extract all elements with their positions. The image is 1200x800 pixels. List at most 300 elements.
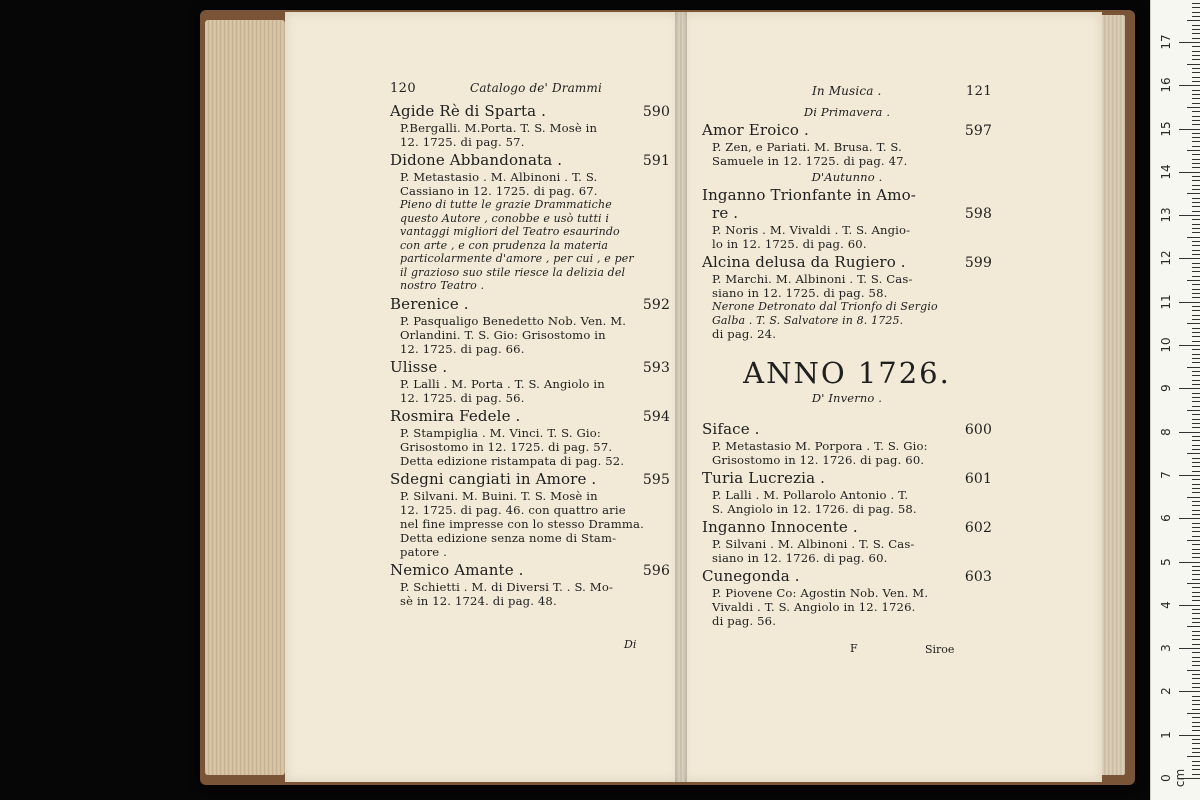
- ruler-major-tick: [1179, 605, 1200, 606]
- ruler-minor-tick: [1192, 250, 1200, 251]
- right-page-text: [702, 85, 992, 630]
- ruler-minor-tick: [1192, 176, 1200, 177]
- catalog-entry-603: [702, 567, 992, 628]
- ruler-minor-tick: [1192, 284, 1200, 285]
- ruler-minor-tick: [1192, 674, 1200, 675]
- entry-detail-line: P. Marchi. M. Albinoni . T. S. Cas-: [712, 272, 913, 286]
- right-page-header: [702, 85, 992, 103]
- ruler-half-tick: [1187, 670, 1200, 671]
- entry-detail-line: P. Lalli . M. Pollarolo Antonio . T.: [712, 488, 909, 502]
- entry-detail-line: Detta edizione ristampata di pag. 52.: [400, 453, 625, 468]
- ruler-minor-tick: [1192, 198, 1200, 199]
- ruler-label: 11: [1159, 294, 1173, 310]
- catalog-entry-602: [702, 518, 992, 565]
- entry-note-line: Pieno di tutte le grazie Drammatiche: [400, 198, 612, 211]
- ruler-minor-tick: [1192, 423, 1200, 424]
- ruler-major-tick: [1179, 345, 1200, 346]
- ruler-minor-tick: [1192, 310, 1200, 311]
- ruler-minor-tick: [1192, 523, 1200, 524]
- ruler-minor-tick: [1192, 276, 1200, 277]
- ruler-minor-tick: [1192, 336, 1200, 337]
- ruler-minor-tick: [1192, 566, 1200, 567]
- ruler-major-tick: [1179, 388, 1200, 389]
- entry-detail-line: di pag. 24.: [712, 327, 777, 341]
- entry-note-line: vantaggi migliori del Teatro esaurindo: [400, 225, 620, 238]
- entry-number: 602: [964, 520, 992, 536]
- ruler-minor-tick: [1192, 683, 1200, 684]
- ruler-minor-tick: [1192, 462, 1200, 463]
- ruler-minor-tick: [1192, 51, 1200, 52]
- ruler-minor-tick: [1192, 484, 1200, 485]
- entry-title-row: [390, 407, 670, 426]
- ruler-minor-tick: [1192, 722, 1200, 723]
- ruler-minor-tick: [1192, 440, 1200, 441]
- entry-number: 597: [964, 123, 992, 139]
- entry-title-continuation: re .: [712, 204, 739, 222]
- catalog-entry-596: [390, 561, 670, 608]
- ruler-half-tick: [1187, 497, 1200, 498]
- ruler-minor-tick: [1192, 103, 1200, 104]
- ruler-minor-tick: [1192, 354, 1200, 355]
- ruler-minor-tick: [1192, 544, 1200, 545]
- ruler-minor-tick: [1192, 384, 1200, 385]
- entry-detail-line: P.Bergalli. M.Porta. T. S. Mosè in: [400, 121, 598, 135]
- catalog-entry-593: [390, 358, 670, 405]
- ruler-minor-tick: [1192, 445, 1200, 446]
- entry-detail-line: nel fine impresse con lo stesso Dramma.: [400, 516, 644, 531]
- book-gutter: [675, 12, 687, 782]
- entry-detail-line: Detta edizione senza nome di Stam-: [400, 530, 617, 545]
- ruler-major-tick: [1179, 735, 1200, 736]
- entry-title-row: [390, 358, 670, 377]
- ruler-major-tick: [1179, 518, 1200, 519]
- ruler-major-tick: [1179, 475, 1200, 476]
- entry-detail-line: Samuele in 12. 1725. di pag. 47.: [712, 154, 908, 168]
- ruler-label: 5: [1159, 557, 1173, 566]
- ruler-minor-tick: [1192, 59, 1200, 60]
- ruler-label: 1: [1159, 730, 1173, 739]
- ruler-major-tick: [1179, 562, 1200, 563]
- ruler-minor-tick: [1192, 232, 1200, 233]
- entry-title-row: [702, 469, 992, 488]
- catalog-entry-601: [702, 469, 992, 516]
- entry-detail-line: patore .: [400, 544, 447, 559]
- ruler-minor-tick: [1192, 665, 1200, 666]
- ruler-minor-tick: [1192, 704, 1200, 705]
- ruler-minor-tick: [1192, 154, 1200, 155]
- ruler-minor-tick: [1192, 328, 1200, 329]
- entry-detail-line: Cassiano in 12. 1725. di pag. 67.: [400, 184, 598, 198]
- ruler-minor-tick: [1192, 401, 1200, 402]
- ruler-half-tick: [1187, 756, 1200, 757]
- entry-detail-line: Grisostomo in 12. 1725. di pag. 57.: [400, 439, 613, 454]
- entry-title: Cunegonda .: [702, 567, 800, 585]
- ruler-minor-tick: [1192, 743, 1200, 744]
- entry-title-row: [390, 470, 670, 489]
- ruler-minor-tick: [1192, 3, 1200, 4]
- catalog-entry-594: [390, 407, 670, 468]
- ruler-minor-tick: [1192, 618, 1200, 619]
- ruler-half-tick: [1187, 280, 1200, 281]
- ruler-minor-tick: [1192, 466, 1200, 467]
- ruler-label: 7: [1159, 471, 1173, 479]
- ruler-minor-tick: [1192, 730, 1200, 731]
- ruler-label: 2: [1159, 687, 1173, 696]
- ruler-minor-tick: [1192, 709, 1200, 710]
- entry-number: 599: [964, 255, 992, 271]
- entry-title-row: [702, 420, 992, 439]
- ruler-minor-tick: [1192, 349, 1200, 350]
- season-label-primavera: Di Primavera .: [803, 105, 891, 119]
- ruler-minor-tick: [1192, 652, 1200, 653]
- ruler-minor-tick: [1192, 180, 1200, 181]
- ruler-minor-tick: [1192, 449, 1200, 450]
- ruler-minor-tick: [1192, 55, 1200, 56]
- ruler-label: 0 cm: [1159, 768, 1187, 788]
- ruler-minor-tick: [1192, 341, 1200, 342]
- right-page-number: 121: [965, 84, 992, 99]
- measurement-ruler: [1150, 0, 1200, 800]
- entry-detail-line: P. Noris . M. Vivaldi . T. S. Angio-: [712, 223, 911, 237]
- ruler-minor-tick: [1192, 761, 1200, 762]
- entry-detail-line: 12. 1725. di pag. 57.: [400, 135, 525, 149]
- entry-number: 590: [642, 104, 670, 120]
- entry-title-row: [390, 102, 670, 121]
- entry-title: Berenice .: [390, 294, 469, 313]
- right-page-running-title: In Musica .: [812, 84, 882, 98]
- entry-title-row: [390, 561, 670, 580]
- entry-title: Agide Rè di Sparta .: [390, 102, 547, 120]
- ruler-minor-tick: [1192, 536, 1200, 537]
- ruler-minor-tick: [1192, 596, 1200, 597]
- ruler-minor-tick: [1192, 436, 1200, 437]
- ruler-minor-tick: [1192, 81, 1200, 82]
- entry-title: Sdegni cangiati in Amore .: [390, 469, 597, 488]
- entry-detail-line: P. Stampiglia . M. Vinci. T. S. Gio:: [400, 425, 601, 440]
- entry-title-row: [702, 204, 992, 223]
- entry-number: 595: [642, 471, 670, 488]
- entry-title: Siface .: [702, 420, 760, 438]
- entry-number: 591: [642, 153, 670, 169]
- ruler-minor-tick: [1192, 553, 1200, 554]
- entry-detail-line: P. Schietti . M. di Diversi T. . S. Mo-: [400, 579, 614, 594]
- entry-title-row: [702, 253, 992, 272]
- entry-detail-line: P. Metastasio . M. Albinoni . T. S.: [400, 170, 598, 184]
- entry-detail-line: S. Angiolo in 12. 1726. di pag. 58.: [712, 502, 917, 516]
- ruler-half-tick: [1187, 323, 1200, 324]
- ruler-label: 12: [1159, 250, 1173, 267]
- ruler-minor-tick: [1192, 141, 1200, 142]
- entry-number: 593: [642, 359, 670, 376]
- entry-number: 598: [964, 206, 992, 222]
- ruler-minor-tick: [1192, 77, 1200, 78]
- ruler-minor-tick: [1192, 371, 1200, 372]
- entry-title: Alcina delusa da Rugiero .: [702, 253, 906, 271]
- ruler-minor-tick: [1192, 769, 1200, 770]
- right-page-catchword: Siroe: [925, 643, 955, 656]
- ruler-minor-tick: [1192, 458, 1200, 459]
- ruler-minor-tick: [1192, 315, 1200, 316]
- catalog-entry-598: [702, 186, 992, 251]
- ruler-minor-tick: [1192, 297, 1200, 298]
- ruler-label: 13: [1159, 207, 1173, 223]
- ruler-minor-tick: [1192, 527, 1200, 528]
- ruler-half-tick: [1187, 453, 1200, 454]
- year-heading: ANNO 1726.: [743, 356, 951, 390]
- ruler-minor-tick: [1192, 717, 1200, 718]
- catalog-entry-591: [390, 151, 670, 293]
- entry-title: Inganno Trionfante in Amo-: [702, 186, 917, 204]
- ruler-minor-tick: [1192, 228, 1200, 229]
- ruler-minor-tick: [1192, 613, 1200, 614]
- ruler-minor-tick: [1192, 774, 1200, 775]
- ruler-minor-tick: [1192, 202, 1200, 203]
- ruler-minor-tick: [1192, 33, 1200, 34]
- ruler-minor-tick: [1192, 514, 1200, 515]
- ruler-minor-tick: [1192, 609, 1200, 610]
- ruler-minor-tick: [1192, 414, 1200, 415]
- ruler-major-tick: [1179, 42, 1200, 43]
- ruler-minor-tick: [1192, 678, 1200, 679]
- ruler-minor-tick: [1192, 687, 1200, 688]
- entry-detail-line: Orlandini. T. S. Gio: Grisostomo in: [400, 327, 606, 342]
- entry-title-row: [390, 295, 670, 314]
- catalog-entry-590: [390, 102, 670, 149]
- left-page-number: 120: [390, 81, 417, 96]
- left-page-catchword: Di: [624, 638, 637, 651]
- ruler-minor-tick: [1192, 765, 1200, 766]
- ruler-major-tick: [1179, 85, 1200, 86]
- ruler-minor-tick: [1192, 393, 1200, 394]
- ruler-major-tick: [1179, 258, 1200, 259]
- ruler-minor-tick: [1192, 185, 1200, 186]
- ruler-minor-tick: [1192, 570, 1200, 571]
- ruler-label: 6: [1159, 514, 1173, 523]
- ruler-half-tick: [1187, 64, 1200, 65]
- entry-title: Nemico Amante .: [390, 560, 524, 579]
- ruler-half-tick: [1187, 626, 1200, 627]
- ruler-minor-tick: [1192, 505, 1200, 506]
- ruler-minor-tick: [1192, 254, 1200, 255]
- entry-detail-line: di pag. 56.: [712, 614, 777, 628]
- entry-title-row: [702, 186, 992, 204]
- ruler-minor-tick: [1192, 600, 1200, 601]
- ruler-minor-tick: [1192, 116, 1200, 117]
- ruler-major-tick: [1179, 129, 1200, 130]
- ruler-minor-tick: [1192, 644, 1200, 645]
- left-page-running-title: Catalogo de' Drammi: [470, 81, 602, 95]
- ruler-minor-tick: [1192, 657, 1200, 658]
- ruler-half-tick: [1187, 713, 1200, 714]
- ruler-minor-tick: [1192, 375, 1200, 376]
- ruler-major-tick: [1179, 432, 1200, 433]
- entry-number: 601: [964, 471, 992, 487]
- entry-note-line: Nerone Detronato dal Trionfo di Sergio: [712, 300, 938, 313]
- ruler-minor-tick: [1192, 592, 1200, 593]
- ruler-minor-tick: [1192, 137, 1200, 138]
- ruler-minor-tick: [1192, 479, 1200, 480]
- ruler-minor-tick: [1192, 241, 1200, 242]
- entry-detail-line: P. Piovene Co: Agostin Nob. Ven. M.: [712, 586, 929, 600]
- ruler-minor-tick: [1192, 419, 1200, 420]
- ruler-minor-tick: [1192, 206, 1200, 207]
- ruler-minor-tick: [1192, 124, 1200, 125]
- ruler-label: 16: [1159, 77, 1173, 93]
- entry-detail-line: lo in 12. 1725. di pag. 60.: [712, 237, 867, 251]
- ruler-minor-tick: [1192, 68, 1200, 69]
- entry-detail-line: Grisostomo in 12. 1726. di pag. 60.: [712, 453, 925, 467]
- ruler-minor-tick: [1192, 622, 1200, 623]
- ruler-major-tick: [1179, 302, 1200, 303]
- catalog-entry-592: [390, 295, 670, 356]
- entry-number: 592: [642, 296, 670, 313]
- entry-title-row: [390, 151, 670, 170]
- ruler-minor-tick: [1192, 46, 1200, 47]
- left-page-edges: [205, 20, 285, 775]
- ruler-minor-tick: [1192, 397, 1200, 398]
- ruler-minor-tick: [1192, 549, 1200, 550]
- entry-title-row: [702, 567, 992, 586]
- ruler-minor-tick: [1192, 752, 1200, 753]
- ruler-minor-tick: [1192, 98, 1200, 99]
- ruler-minor-tick: [1192, 289, 1200, 290]
- entry-note-line: particolarmente d'amore , per cui , e per: [400, 252, 634, 265]
- ruler-minor-tick: [1192, 146, 1200, 147]
- ruler-half-tick: [1187, 410, 1200, 411]
- entry-title: Amor Eroico .: [702, 121, 809, 139]
- ruler-minor-tick: [1192, 319, 1200, 320]
- entry-number: 603: [964, 569, 992, 585]
- entry-detail-line: P. Pasqualigo Benedetto Nob. Ven. M.: [400, 313, 627, 328]
- entry-title-row: [702, 518, 992, 537]
- ruler-minor-tick: [1192, 358, 1200, 359]
- catalog-entry-600: [702, 420, 992, 467]
- entry-number: 596: [642, 562, 670, 579]
- ruler-major-tick: [1179, 648, 1200, 649]
- ruler-minor-tick: [1192, 120, 1200, 121]
- ruler-minor-tick: [1192, 267, 1200, 268]
- catalog-entry-599: [702, 253, 992, 341]
- ruler-minor-tick: [1192, 557, 1200, 558]
- ruler-half-tick: [1187, 583, 1200, 584]
- entry-detail-line: Vivaldi . T. S. Angiolo in 12. 1726.: [712, 600, 916, 614]
- ruler-minor-tick: [1192, 631, 1200, 632]
- ruler-minor-tick: [1192, 332, 1200, 333]
- ruler-half-tick: [1187, 237, 1200, 238]
- ruler-half-tick: [1187, 20, 1200, 21]
- ruler-minor-tick: [1192, 167, 1200, 168]
- ruler-half-tick: [1187, 107, 1200, 108]
- ruler-minor-tick: [1192, 739, 1200, 740]
- ruler-minor-tick: [1192, 25, 1200, 26]
- ruler-minor-tick: [1192, 510, 1200, 511]
- ruler-minor-tick: [1192, 271, 1200, 272]
- entry-detail-line: 12. 1725. di pag. 56.: [400, 390, 525, 405]
- ruler-minor-tick: [1192, 293, 1200, 294]
- ruler-half-tick: [1187, 193, 1200, 194]
- entry-detail-line: P. Lalli . M. Porta . T. S. Angiolo in: [400, 376, 605, 391]
- entry-detail-line: siano in 12. 1725. di pag. 58.: [712, 286, 888, 300]
- catalog-entry-597: [702, 121, 992, 168]
- ruler-minor-tick: [1192, 531, 1200, 532]
- ruler-minor-tick: [1192, 726, 1200, 727]
- ruler-half-tick: [1187, 367, 1200, 368]
- ruler-minor-tick: [1192, 245, 1200, 246]
- entry-detail-line: P. Silvani. M. Buini. T. S. Mosè in: [400, 488, 598, 503]
- ruler-label: 4: [1159, 600, 1173, 609]
- right-page-signature-mark: F: [850, 642, 858, 655]
- entry-title: Ulisse .: [390, 357, 448, 376]
- entry-note-line: nostro Teatro .: [400, 279, 485, 292]
- ruler-minor-tick: [1192, 94, 1200, 95]
- ruler-minor-tick: [1192, 219, 1200, 220]
- ruler-half-tick: [1187, 150, 1200, 151]
- ruler-label: 8: [1159, 427, 1173, 436]
- ruler-minor-tick: [1192, 748, 1200, 749]
- ruler-minor-tick: [1192, 427, 1200, 428]
- season-label-inverno: D' Inverno .: [811, 391, 883, 405]
- ruler-minor-tick: [1192, 7, 1200, 8]
- ruler-minor-tick: [1192, 163, 1200, 164]
- ruler-major-tick: [1179, 691, 1200, 692]
- entry-note-line: con arte , e con prudenza la materia: [400, 238, 609, 252]
- ruler-minor-tick: [1192, 380, 1200, 381]
- ruler-minor-tick: [1192, 635, 1200, 636]
- ruler-minor-tick: [1192, 38, 1200, 39]
- ruler-minor-tick: [1192, 488, 1200, 489]
- ruler-minor-tick: [1192, 362, 1200, 363]
- ruler-label: 14: [1159, 164, 1173, 180]
- ruler-minor-tick: [1192, 211, 1200, 212]
- ruler-half-tick: [1187, 540, 1200, 541]
- ruler-minor-tick: [1192, 306, 1200, 307]
- entry-title: Rosmira Fedele .: [390, 406, 521, 425]
- ruler-label: 15: [1159, 120, 1173, 137]
- ruler-minor-tick: [1192, 492, 1200, 493]
- entry-detail-line: P. Silvani . M. Albinoni . T. S. Cas-: [712, 537, 915, 551]
- catalog-entry-595: [390, 470, 670, 559]
- ruler-minor-tick: [1192, 501, 1200, 502]
- ruler-minor-tick: [1192, 111, 1200, 112]
- ruler-label: 3: [1159, 644, 1173, 652]
- entry-detail-line: 12. 1725. di pag. 46. con quattro arie: [400, 502, 626, 517]
- ruler-minor-tick: [1192, 661, 1200, 662]
- ruler-minor-tick: [1192, 700, 1200, 701]
- entry-title: Inganno Innocente .: [702, 518, 858, 536]
- entry-number: 600: [964, 422, 992, 438]
- ruler-minor-tick: [1192, 189, 1200, 190]
- ruler-minor-tick: [1192, 579, 1200, 580]
- ruler-minor-tick: [1192, 587, 1200, 588]
- entry-detail-line: sè in 12. 1724. di pag. 48.: [400, 593, 557, 608]
- entry-detail-line: P. Metastasio M. Porpora . T. S. Gio:: [712, 439, 928, 453]
- entry-note-line: questo Autore , conobbe e usò tutti i: [400, 211, 610, 225]
- ruler-minor-tick: [1192, 90, 1200, 91]
- ruler-minor-tick: [1192, 639, 1200, 640]
- ruler-major-tick: [1179, 215, 1200, 216]
- season-label-autunno: D'Autunno .: [811, 170, 883, 184]
- ruler-major-tick: [1179, 172, 1200, 173]
- entry-title: Turia Lucrezia .: [702, 469, 825, 487]
- ruler-label: 10: [1159, 337, 1173, 353]
- ruler-minor-tick: [1192, 471, 1200, 472]
- entry-detail-line: P. Zen, e Pariati. M. Brusa. T. S.: [712, 140, 902, 154]
- ruler-minor-tick: [1192, 159, 1200, 160]
- ruler-label: 9: [1159, 384, 1173, 393]
- ruler-minor-tick: [1192, 263, 1200, 264]
- ruler-minor-tick: [1192, 224, 1200, 225]
- ruler-minor-tick: [1192, 12, 1200, 13]
